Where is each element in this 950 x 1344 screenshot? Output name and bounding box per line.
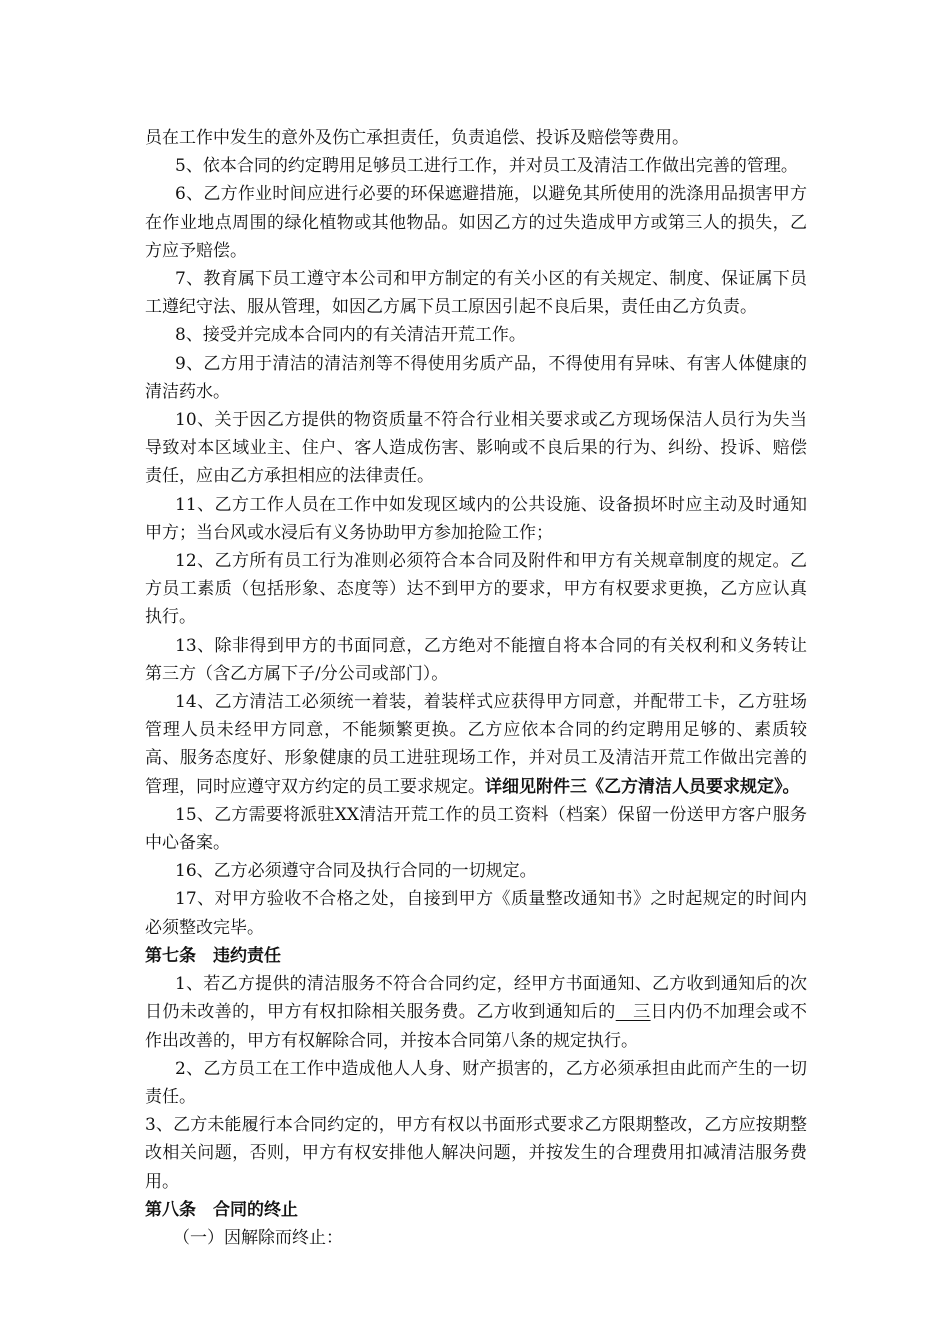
clause-11: 11、乙方工作人员在工作中如发现区域内的公共设施、设备损坏时应主动及时通知甲方；当台风或水浸后有义务协助甲方参加抢险工作；	[145, 494, 807, 543]
article-7-heading: 第七条 违约责任	[145, 945, 281, 966]
article-7-clause-1-text-a: 1、若乙方提供的清洁服务不符合合同约定，经甲方书面通知、乙方收到通知后的次日仍未改善的，甲方有权扣除相关服务费。乙方收到通知后的	[145, 974, 807, 1023]
clause-9: 9、乙方用于清洁的清洁剂等不得使用劣质产品，不得使用有异味、有害人体健康的清洁药水。	[145, 353, 807, 402]
article-7-clause-1-text-b: 日内仍不加理会或不作出改善的，甲方有权解除合同，并按本合同第八条的规定执行。	[145, 1002, 808, 1051]
clause-6: 6、乙方作业时间应进行必要的环保遮避措施，以避免其所使用的洗涤用品损害甲方在作业地点周围的绿化植物或其他物品。如因乙方的过失造成甲方或第三人的损失，乙方应予赔偿。	[145, 184, 807, 261]
clause-17: 17、对甲方验收不合格之处，自接到甲方《质量整改通知书》之时起规定的时间内必须整改完毕。	[145, 889, 807, 938]
clause-4-continuation: 员在工作中发生的意外及伤亡承担责任，负责追偿、投诉及赔偿等费用。	[145, 128, 689, 148]
clause-7: 7、教育属下员工遵守本公司和甲方制定的有关小区的有关规定、制度、保证属下员工遵纪守法、服从管理，如因乙方属下员工原因引起不良后果，责任由乙方负责。	[145, 269, 807, 318]
clause-14-text: 14、乙方清洁工必须统一着装，着装样式应获得甲方同意，并配带工卡，乙方驻场管理人员未经甲方同意，不能频繁更换。乙方应依本合同的约定聘用足够的、素质较高、服务态度好、形象健康的员工进驻现场工作，并对员工及清洁开荒工作做出完善的管理，同时应遵守双方约定的员工要求规定。	[145, 692, 807, 797]
clause-5: 5、依本合同的约定聘用足够员工进行工作，并对员工及清洁工作做出完善的管理。	[175, 156, 798, 177]
article-8-heading: 第八条 合同的终止	[145, 1199, 298, 1220]
clause-14	[145, 688, 807, 801]
clause-13: 13、除非得到甲方的书面同意，乙方绝对不能擅自将本合同的有关权利和义务转让第三方（含乙方属下子/分公司或部门）。	[145, 635, 807, 684]
article-7-clause-1	[145, 970, 807, 1055]
document-page	[145, 124, 807, 1252]
clause-16: 16、乙方必须遵守合同及执行合同的一切规定。	[175, 861, 537, 882]
article-7-clause-2: 2、乙方员工在工作中造成他人人身、财产损害的，乙方必须承担由此而产生的一切责任。	[145, 1058, 807, 1107]
clause-12: 12、乙方所有员工行为准则必须符合本合同及附件和甲方有关规章制度的规定。乙方员工素质（包括形象、态度等）达不到甲方的要求，甲方有权要求更换，乙方应认真执行。	[145, 551, 807, 628]
clause-8: 8、接受并完成本合同内的有关清洁开荒工作。	[175, 325, 526, 346]
clause-15: 15、乙方需要将派驻XX清洁开荒工作的员工资料（档案）保留一份送甲方客户服务中心备案。	[145, 804, 807, 854]
article-8-item-1: （一）因解除而终止：	[173, 1227, 343, 1248]
article-7-clause-1-days-underlined: 三	[615, 1002, 651, 1023]
clause-14-bold-reference: 详细见附件三《乙方清洁人员要求规定》。	[485, 776, 800, 797]
article-7-clause-3: 3、乙方未能履行本合同约定的，甲方有权以书面形式要求乙方限期整改，乙方应按期整改相关问题，否则，甲方有权安排他人解决问题，并按发生的合理费用扣减清洁服务费用。	[145, 1115, 807, 1192]
clause-10: 10、关于因乙方提供的物资质量不符合行业相关要求或乙方现场保洁人员行为失当导致对本区域业主、住户、客人造成伤害、影响或不良后果的行为、纠纷、投诉、赔偿责任，应由乙方承担相应的法律责任。	[145, 410, 807, 487]
